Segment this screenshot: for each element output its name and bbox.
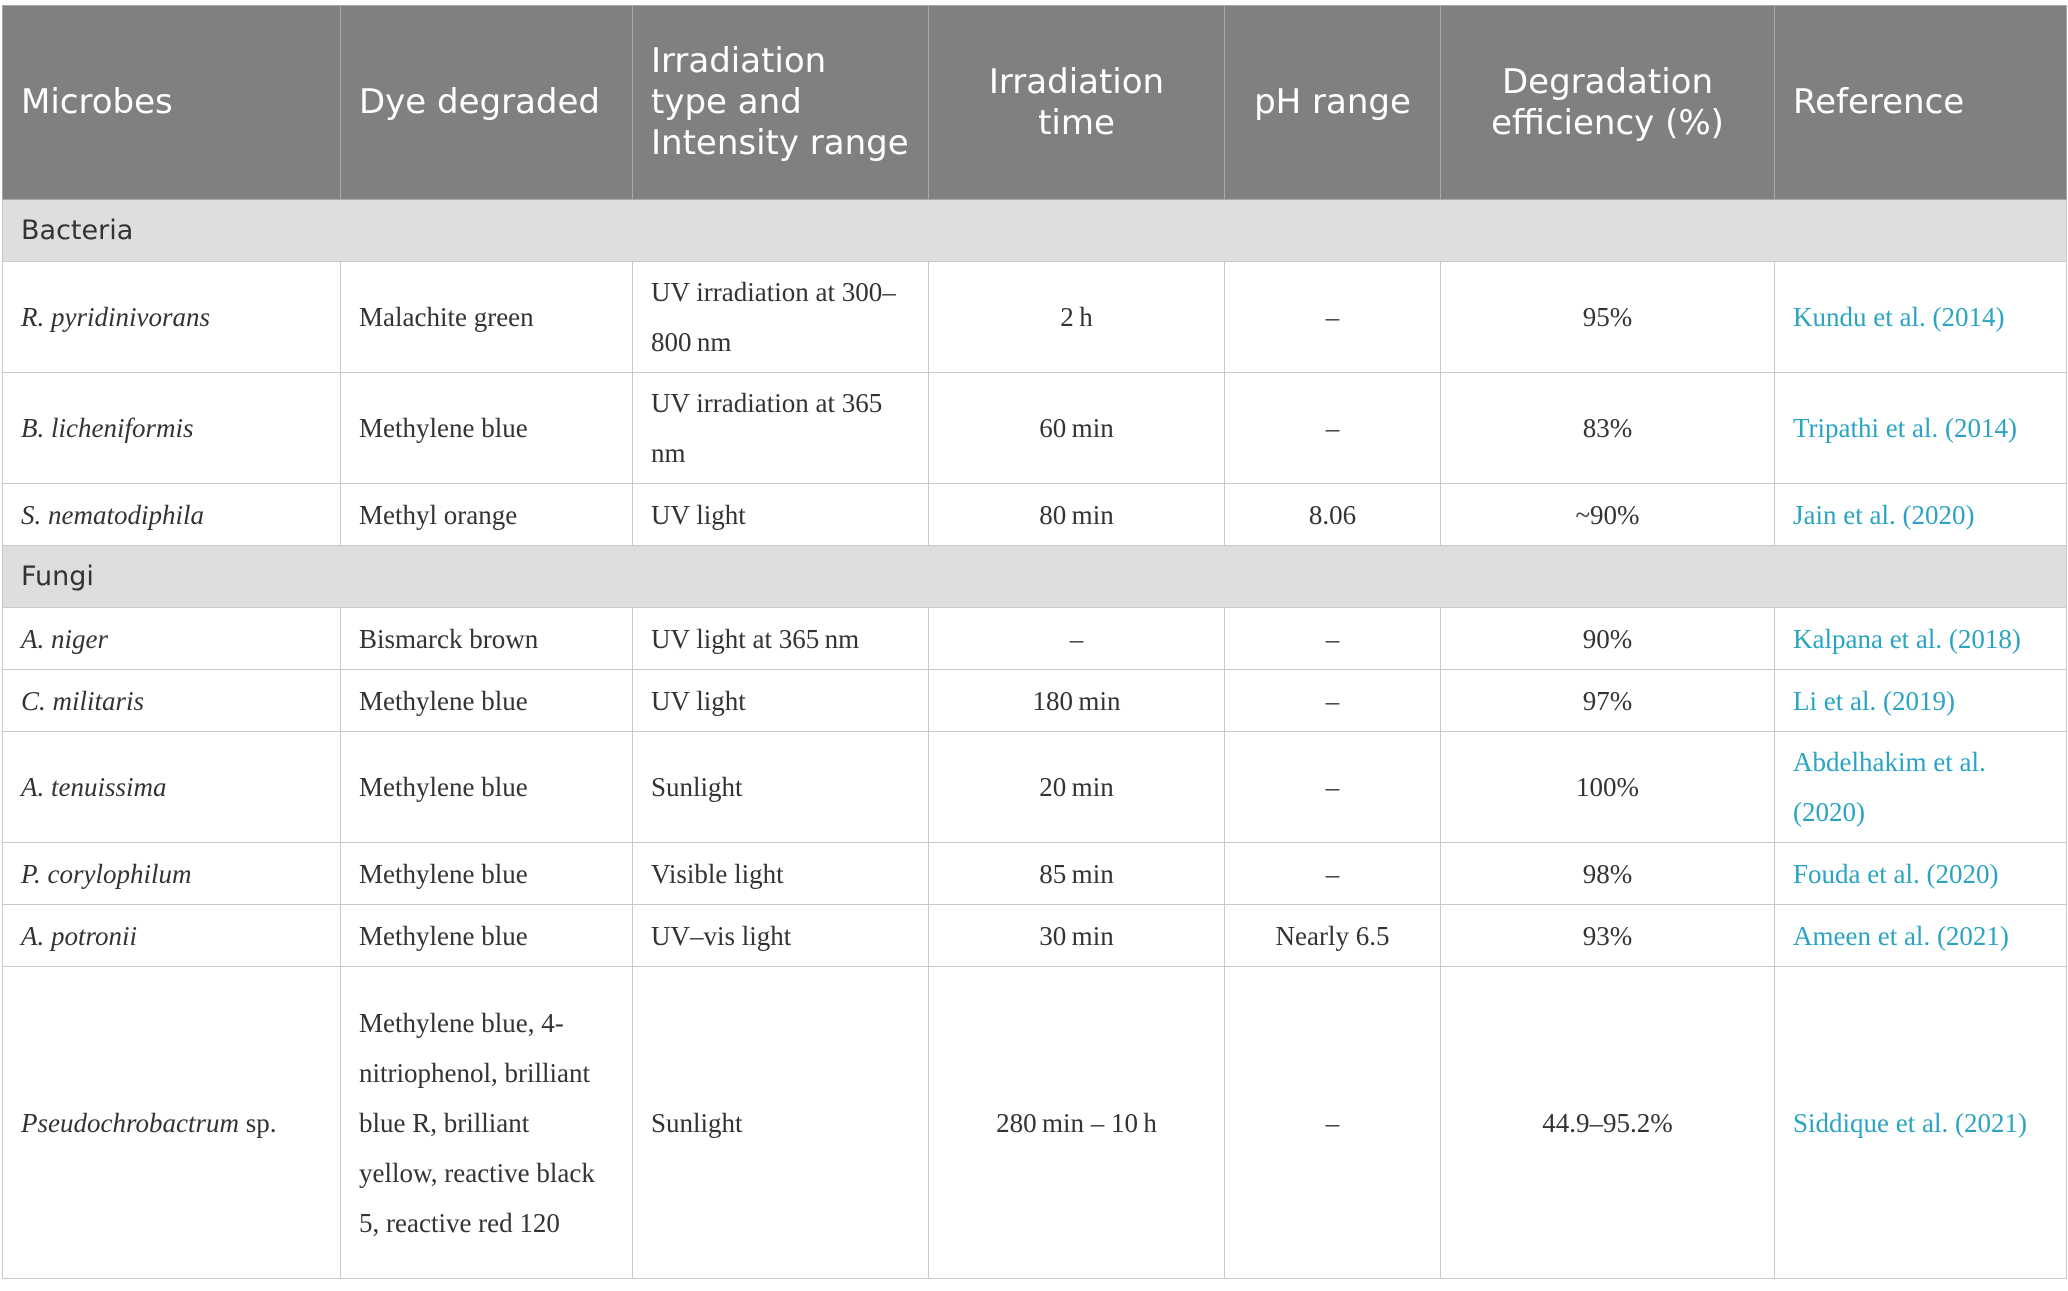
dye-cell: Methylene blue — [341, 843, 633, 905]
reference-link[interactable]: Abdelhakim et al. (2020) — [1775, 732, 2067, 843]
table-row — [3, 967, 2067, 1279]
section-label: Bacteria — [3, 200, 2067, 262]
ph-cell: – — [1225, 732, 1441, 843]
microbe-cell — [3, 732, 341, 843]
microbe-cell — [3, 262, 341, 373]
table-row — [3, 262, 2067, 373]
microbe-name: R. pyridinivorans — [21, 302, 210, 332]
microbe-name: C. militaris — [21, 685, 145, 716]
irradiation-cell: Sunlight — [633, 967, 929, 1279]
microbe-name: A. potronii — [21, 920, 138, 951]
efficiency-cell: 93% — [1441, 905, 1775, 967]
dye-cell: Methylene blue, 4-nitriophenol, brilliant blue R, brilliant yellow, reactive black 5, reactive red 120 — [341, 967, 633, 1279]
efficiency-cell: 95% — [1441, 262, 1775, 373]
section-row-bacteria — [3, 200, 2067, 262]
header-microbes: Microbes — [3, 6, 341, 200]
microbe-cell — [3, 905, 341, 967]
microbe-name: S. nematodiphila — [21, 499, 204, 530]
microbe-name: B. licheniformis — [21, 413, 194, 443]
dye-cell: Methylene blue — [341, 373, 633, 484]
microbe-name: Pseudochrobactrum — [21, 1107, 239, 1138]
irradiation-cell: UV light at 365 nm — [633, 608, 929, 670]
dye-cell: Methyl orange — [341, 484, 633, 546]
microbe-cell — [3, 373, 341, 484]
reference-link[interactable]: Kalpana et al. (2018) — [1775, 608, 2067, 670]
time-cell: 2 h — [929, 262, 1225, 373]
time-cell: 30 min — [929, 905, 1225, 967]
irradiation-cell: UV light — [633, 484, 929, 546]
time-cell: 180 min — [929, 670, 1225, 732]
efficiency-cell: 100% — [1441, 732, 1775, 843]
time-cell: – — [929, 608, 1225, 670]
microbe-name: A. niger — [21, 623, 108, 654]
ph-cell: – — [1225, 670, 1441, 732]
reference-link[interactable]: Tripathi et al. (2014) — [1775, 373, 2067, 484]
dye-cell: Methylene blue — [341, 905, 633, 967]
ph-cell: – — [1225, 262, 1441, 373]
ph-cell: – — [1225, 843, 1441, 905]
efficiency-cell: 97% — [1441, 670, 1775, 732]
table-row — [3, 484, 2067, 546]
microbe-cell — [3, 670, 341, 732]
time-cell: 80 min — [929, 484, 1225, 546]
header-dye-degraded: Dye degraded — [341, 6, 633, 200]
microbe-cell — [3, 484, 341, 546]
dye-cell: Malachite green — [341, 262, 633, 373]
ph-cell: 8.06 — [1225, 484, 1441, 546]
microbe-name: A. tenuissima — [21, 772, 167, 802]
irradiation-cell: UV irradiation at 365 nm — [633, 373, 929, 484]
header-ph-range: pH range — [1225, 6, 1441, 200]
reference-link[interactable]: Ameen et al. (2021) — [1775, 905, 2067, 967]
irradiation-cell: UV light — [633, 670, 929, 732]
table-row — [3, 843, 2067, 905]
microbe-cell — [3, 843, 341, 905]
table-row — [3, 732, 2067, 843]
reference-link[interactable]: Siddique et al. (2021) — [1775, 967, 2067, 1279]
microbe-cell: Pseudochrobactrum sp. — [3, 967, 341, 1279]
efficiency-cell: 83% — [1441, 373, 1775, 484]
section-row-fungi — [3, 546, 2067, 608]
time-cell: 85 min — [929, 843, 1225, 905]
section-label: Fungi — [3, 546, 2067, 608]
table-row — [3, 905, 2067, 967]
reference-link[interactable]: Jain et al. (2020) — [1775, 484, 2067, 546]
irradiation-cell: Sunlight — [633, 732, 929, 843]
table-row — [3, 670, 2067, 732]
time-cell: 60 min — [929, 373, 1225, 484]
efficiency-cell: ~90% — [1441, 484, 1775, 546]
header-row — [3, 6, 2067, 200]
efficiency-cell: 90% — [1441, 608, 1775, 670]
header-reference: Reference — [1775, 6, 2067, 200]
header-irradiation-type: Irradiation type and Intensity range — [633, 6, 929, 200]
efficiency-cell: 44.9–95.2% — [1441, 967, 1775, 1279]
microbe-cell — [3, 608, 341, 670]
ph-cell: – — [1225, 608, 1441, 670]
table-row — [3, 373, 2067, 484]
dye-cell: Methylene blue — [341, 670, 633, 732]
data-table — [2, 5, 2067, 1279]
reference-link[interactable]: Kundu et al. (2014) — [1775, 262, 2067, 373]
time-cell: 20 min — [929, 732, 1225, 843]
reference-link[interactable]: Fouda et al. (2020) — [1775, 843, 2067, 905]
ph-cell: Nearly 6.5 — [1225, 905, 1441, 967]
table-row — [3, 608, 2067, 670]
dye-cell: Methylene blue — [341, 732, 633, 843]
irradiation-cell: UV–vis light — [633, 905, 929, 967]
header-degradation-efficiency: Degradation efficiency (%) — [1441, 6, 1775, 200]
ph-cell: – — [1225, 967, 1441, 1279]
ph-cell: – — [1225, 373, 1441, 484]
irradiation-cell: Visible light — [633, 843, 929, 905]
header-irradiation-time: Irradiation time — [929, 6, 1225, 200]
irradiation-cell: UV irradiation at 300–800 nm — [633, 262, 929, 373]
efficiency-cell: 98% — [1441, 843, 1775, 905]
reference-link[interactable]: Li et al. (2019) — [1775, 670, 2067, 732]
time-cell: 280 min – 10 h — [929, 967, 1225, 1279]
dye-cell: Bismarck brown — [341, 608, 633, 670]
microbe-name: P. corylophilum — [21, 858, 192, 889]
